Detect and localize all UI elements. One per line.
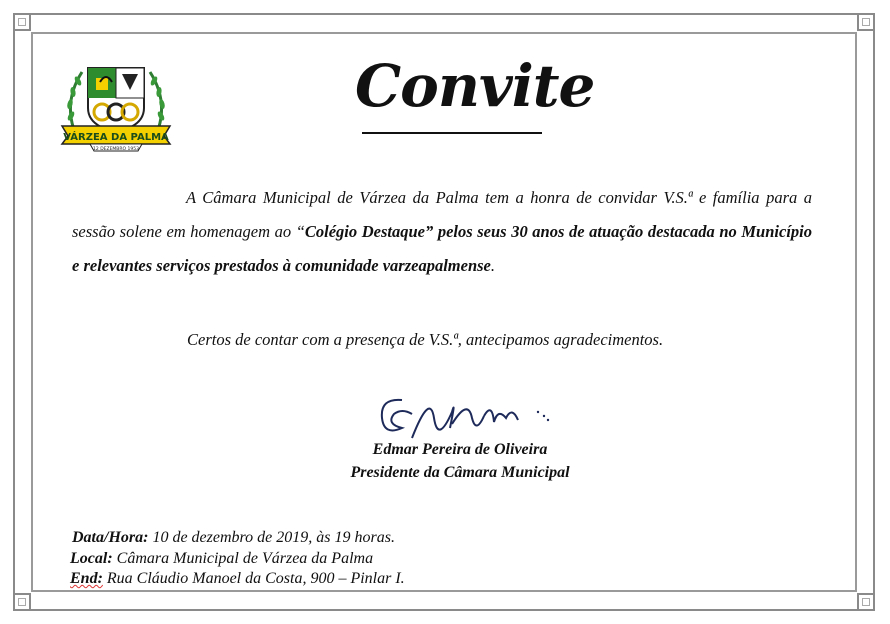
date-value: 10 de dezembro de 2019, às 19 horas. bbox=[148, 529, 395, 546]
corner-ornament bbox=[857, 13, 875, 31]
location-label: Local: bbox=[70, 550, 113, 567]
invitation-text-end: . bbox=[490, 256, 495, 275]
signer-role: Presidente da Câmara Municipal bbox=[350, 464, 570, 481]
date-label: Data/Hora: bbox=[72, 529, 149, 546]
title-underline bbox=[362, 132, 542, 134]
honoree-highlight: Colégio Destaque” pelos seus 30 anos de atuação destacada no Município e relevantes serviços prestados à comunidade varzeapalmense bbox=[72, 222, 812, 275]
invitation-text: A Câmara Municipal de Várzea da Palma tem a honra de convidar V.S.ª e família para a sessão solene em homenagem ao “ bbox=[72, 188, 812, 241]
signature-icon bbox=[372, 388, 562, 448]
svg-text:VÁRZEA DA PALMA: VÁRZEA DA PALMA bbox=[63, 132, 169, 143]
corner-ornament bbox=[857, 593, 875, 611]
event-location bbox=[70, 548, 373, 569]
event-date bbox=[72, 527, 395, 548]
corner-ornament bbox=[13, 593, 31, 611]
svg-text:12 DEZEMBRO 1953: 12 DEZEMBRO 1953 bbox=[93, 147, 139, 152]
page-title: Convite bbox=[355, 52, 595, 120]
signer-name: Edmar Pereira de Oliveira bbox=[372, 441, 548, 458]
location-value: Câmara Municipal de Várzea da Palma bbox=[112, 550, 374, 567]
invitation-paragraph bbox=[72, 181, 812, 283]
event-address bbox=[70, 568, 405, 589]
address-value: Rua Cláudio Manoel da Costa, 900 – Pinlar I. bbox=[102, 570, 405, 587]
thanks-paragraph: Certos de contar com a presença de V.S.ª, antecipamos agradecimentos. bbox=[187, 330, 664, 349]
municipal-coat-of-arms-icon bbox=[60, 60, 172, 152]
address-label: End: bbox=[70, 570, 103, 587]
corner-ornament bbox=[13, 13, 31, 31]
